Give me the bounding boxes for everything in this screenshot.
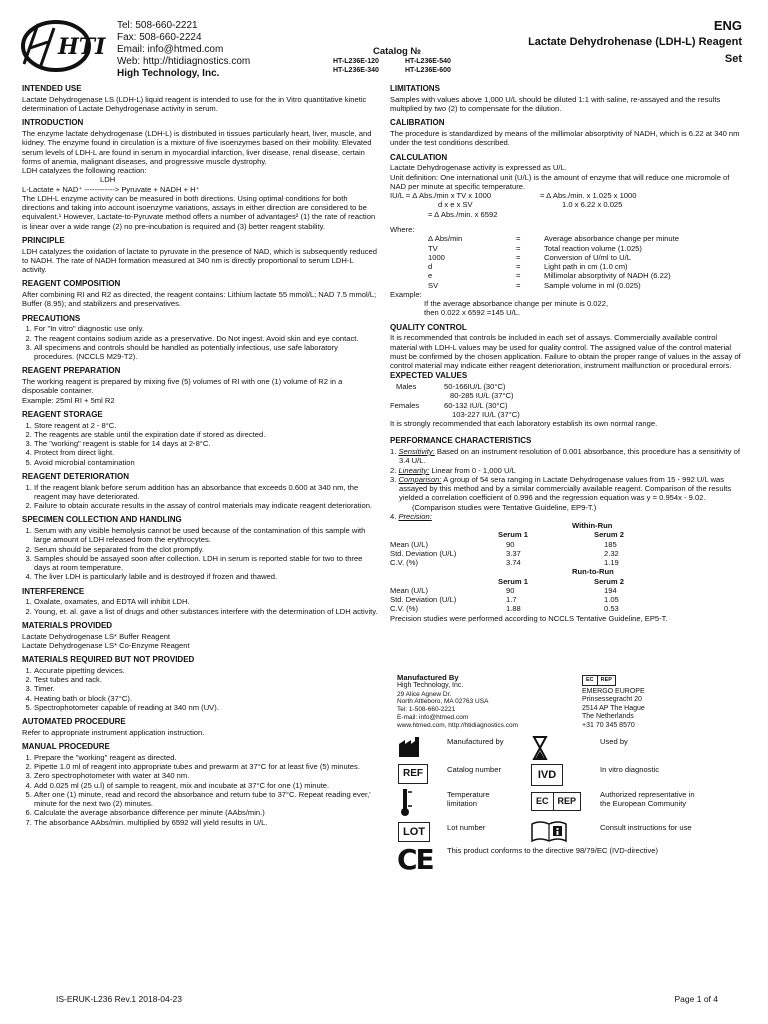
ce-mark: CE bbox=[397, 843, 433, 876]
paragraph: LDH catalyzes the following reaction: bbox=[22, 166, 147, 175]
section-heading: PERFORMANCE CHARACTERISTICS bbox=[390, 436, 532, 446]
table-row: Females 60-132 IU/L (30°C) bbox=[390, 400, 508, 410]
storage-list bbox=[22, 421, 380, 467]
table-row: d = Light path in cm (1.0 cm) bbox=[428, 262, 628, 271]
paragraph: The LDH-L enzyme activity can be measured in both directions. Using optimal conditions for both directions and taking into account isoenzyme variations, assays in either direction are considered to be equivalent.¹ However, Lactate-to-Pyruvate method offers a number of advantages² (1) the rate of reaction is linear over a wide range (2) no pre-incubation is required and (3) better reagent stability. bbox=[22, 193, 376, 231]
manufacturer-line: North Attleboro, MA 02763 USA bbox=[397, 698, 489, 706]
list-item: 1. Oxalate, oxamates, and EDTA will inhibit LDH. bbox=[34, 597, 380, 606]
list-item: 4. Add 0.025 ml (25 u.l) of sample to reagent, mix and incubate at 37°C for one (1) minute. bbox=[34, 781, 380, 790]
section-heading: INTERFERENCE bbox=[22, 586, 85, 596]
header-tel: Tel: 508-660-2221 bbox=[117, 20, 198, 31]
symbol-label: In vitro diagnostic bbox=[600, 765, 660, 774]
manufacturer-line: 29 Alice Agnew Dr. bbox=[397, 690, 452, 698]
list-item: 6. Calculate the average absorbance difference per minute (AAbs/min.) bbox=[34, 808, 380, 817]
language-code: ENG bbox=[713, 18, 742, 33]
list-item: 3. Zero spectrophotometer with water at 340 nm. bbox=[34, 771, 380, 780]
header-fax: Fax: 508-660-2224 bbox=[117, 32, 202, 43]
manufacturer-line: High Technology, Inc. bbox=[397, 682, 464, 690]
left-column bbox=[22, 84, 380, 827]
paragraph: It is recommended that controls be included in each set of assays. Commercially available control material with LDH-L values may be used for quality control. The assigned value of the control material must be confirmed by the chosen application. Failure to obtain the proper range of values in the assay of control material may indicate either reagent deterioration, instrument malfunction or procedural errors. bbox=[390, 333, 741, 370]
reaction-equation: L-Lactate + NAD⁺ ------------> Pyruvate + NADH + H⁺ bbox=[22, 184, 200, 194]
table-row: 1000 = Conversion of U/ml to U/L bbox=[428, 252, 631, 262]
table-row: Mean (U/L) 90 194 bbox=[390, 585, 617, 595]
perf-item: 3. Comparison: A group of 54 sera ranging in Lactate Dehydrogenase values from 15 - 992 U/L was assayed by this method and by a similar commercially available reagent. Comparison of the results yielded a correlation coefficient of 0.996 and the regression equation was y = 0.954x - 9.02. bbox=[390, 474, 732, 503]
expected-values-table bbox=[390, 382, 524, 419]
symbol-label: limitation bbox=[447, 799, 477, 809]
formula-part: IU/L = Δ Abs./min x TV x 1000 bbox=[390, 191, 492, 200]
definitions-table bbox=[428, 234, 683, 290]
section-heading: REAGENT DETERIORATION bbox=[22, 471, 129, 481]
paragraph: Refer to appropriate instrument application instruction. bbox=[22, 727, 205, 737]
svg-text:HTI: HTI bbox=[58, 34, 106, 60]
manufacturer-heading: Manufactured By bbox=[397, 673, 459, 682]
list-item: 1. Accurate pipetting devices. bbox=[34, 666, 380, 675]
precision-table bbox=[390, 521, 690, 614]
paragraph: If the average absorbance change per minute is 0.022, bbox=[424, 299, 609, 308]
section-heading: CALIBRATION bbox=[390, 118, 445, 128]
emergo-line: EMERGO EUROPE bbox=[582, 688, 645, 695]
paragraph: Lactate Dehydrogenase activity is expressed as U/L. bbox=[390, 163, 567, 173]
header-email: Email: info@htmed.com bbox=[117, 44, 224, 55]
section-heading: SPECIMEN COLLECTION AND HANDLING bbox=[22, 515, 182, 525]
list-item: 3. The "working" reagent is stable for 14 days at 2-8°C. bbox=[34, 439, 380, 448]
table-row: Δ Abs/min = Average absorbance change per minute bbox=[428, 234, 679, 244]
section-heading: INTENDED USE bbox=[22, 84, 82, 93]
paragraph: Lactate Dehydrogenase LS (LDH-L) liquid reagent is intended to use for the in Vitro quantitative kinetic determination of Lactate Dehydrogenase activity in serum. bbox=[22, 94, 367, 113]
paragraph: Example: bbox=[390, 289, 422, 299]
table-row: TV = Total reaction volume (1.025) bbox=[428, 243, 642, 253]
section-heading: PRINCIPLE bbox=[22, 235, 65, 245]
list-item: 2. Pipette 1.0 ml of reagent into appropriate tubes and prewarm at 37°C for at least five (5) minutes. bbox=[34, 762, 380, 771]
footer-page-number: Page 1 of 4 bbox=[674, 994, 718, 1004]
section-heading: MANUAL PROCEDURE bbox=[22, 742, 110, 751]
paragraph: The working reagent is prepared by mixing five (5) volumes of RI with one (1) volume of R2 in a disposable container. bbox=[22, 377, 343, 396]
symbol-label: Catalog number bbox=[447, 765, 502, 774]
list-item: 4. Protect from direct light. bbox=[34, 448, 380, 457]
emergo-line: +31 70 345 8570 bbox=[582, 721, 635, 729]
formula bbox=[390, 191, 746, 225]
table-row: Run-to-Run bbox=[572, 567, 614, 577]
paragraph: then 0.022 x 6592 =145 U/L. bbox=[424, 308, 521, 318]
reaction-enzyme: LDH bbox=[100, 175, 116, 185]
document-title: Lactate Dehydrohenase (LDH-L) Reagent bbox=[528, 35, 742, 48]
formula-part: = Δ Abs./min. x 6592 bbox=[428, 210, 498, 219]
perf-item: 2. Linearity: Linear from 0 - 1,000 U/L bbox=[390, 465, 516, 475]
catalog-number: HT-L236E-120 bbox=[333, 58, 379, 65]
symbol-label: Consult instructions for use bbox=[600, 823, 692, 832]
paragraph: Example: 25ml RI + 5ml R2 bbox=[22, 395, 115, 405]
list-item: 1. For "In vitro" diagnostic use only. bbox=[34, 324, 380, 333]
manufacturer-line: www.htmed.com, http://htidiagnostics.com bbox=[397, 721, 519, 729]
section-heading: AUTOMATED PROCEDURE bbox=[22, 717, 126, 726]
manufacturer-line: Tel: 1-508-660-2221 bbox=[397, 706, 456, 714]
manual-procedure-list bbox=[22, 753, 380, 827]
paragraph: Precision studies were performed according to NCCLS Tentative Guideline, EP5-T. bbox=[390, 613, 668, 623]
list-item: 3. All specimens and controls should be handled as potentially infectious, use safe laboratory procedures. (NCCLS M29-T2). bbox=[34, 343, 380, 362]
paragraph: Samples with values above 1,000 U/L should be diluted 1:1 with saline, re-assayed and the results multiplied by two (2) to compensate for the dilution. bbox=[390, 94, 721, 113]
hti-logo-icon bbox=[20, 18, 106, 74]
logo bbox=[20, 18, 106, 74]
formula-part: = Δ Abs./min. x 1.025 x 1000 bbox=[540, 191, 637, 200]
section-heading: REAGENT PREPARATION bbox=[22, 366, 121, 376]
paragraph: The procedure is standardized by means of the millimolar absorptivity of NADH, which is 6.22 at 340 nm under the test conditions described. bbox=[390, 129, 740, 148]
section-heading: REAGENT COMPOSITION bbox=[22, 279, 121, 289]
manufacturer-line: E-mail: info@htmed.com bbox=[397, 713, 469, 721]
formula-part: d x e x SV bbox=[438, 200, 473, 209]
deterioration-list bbox=[22, 483, 380, 511]
section-heading: MATERIALS REQUIRED BUT NOT PROVIDED bbox=[22, 655, 195, 664]
list-item: 2. Serum should be separated from the clot promptly. bbox=[34, 545, 380, 554]
paragraph: Where: bbox=[390, 225, 415, 234]
table-row: Std. Deviation (U/L) 1.7 1.05 bbox=[390, 595, 619, 604]
section-heading: CALCULATION bbox=[390, 152, 448, 162]
table-row: Serum 1 Serum 2 bbox=[498, 576, 624, 586]
precautions-list bbox=[22, 324, 380, 361]
table-row: Males 50-166IU/L (30°C) bbox=[396, 382, 506, 391]
list-item: 3. Timer. bbox=[34, 684, 380, 693]
paragraph: The enzyme lactate dehydrogenase (LDH-L) is distributed in tissues particularly heart, liver, muscle, and kidney. The enzyme found in circulation is a mixture of five isoenzymes based on their mobility. Elevated serum levels of LDH-L are found in serum in myocardial infarction, liver disease, renal disease, certain forms of anemia, malignant diseases, and progressive muscle dystrophy. bbox=[22, 129, 372, 166]
section-heading: REAGENT STORAGE bbox=[22, 409, 103, 419]
section-heading: PRECAUTIONS bbox=[22, 313, 81, 323]
table-row: Within-Run bbox=[572, 521, 613, 530]
book-info-icon bbox=[531, 820, 567, 844]
specimen-list bbox=[22, 526, 380, 582]
perf-note: (Comparison studies were Tentative Guideline, EP9-T.) bbox=[412, 502, 597, 512]
header-company: High Technology, Inc. bbox=[117, 68, 220, 79]
section-heading: MATERIALS PROVIDED bbox=[22, 620, 113, 630]
list-item: 5. After one (1) minute, read and record the absorbance and return tube to 37°C. Repeat reading ever,' minute for the next two (2) minutes. bbox=[34, 790, 380, 809]
emergo-line: 2514 AP The Hague bbox=[582, 704, 645, 712]
table-row: Std. Deviation (U/L) 3.37 2.32 bbox=[390, 548, 619, 558]
list-item: 4. Heating bath or block (37°C). bbox=[34, 694, 380, 703]
lot-symbol: LOT bbox=[398, 822, 430, 842]
table-row: Serum 1 Serum 2 bbox=[498, 530, 624, 540]
emergo-line: The Netherlands bbox=[582, 713, 634, 721]
section-heading: LIMITATIONS bbox=[390, 84, 440, 93]
symbol-label: Used by bbox=[600, 737, 628, 746]
symbol-label: Authorized representative in bbox=[600, 790, 695, 799]
document-title-line2: Set bbox=[724, 53, 742, 66]
perf-item: 1. Sensitivity: Based on an instrument resolution of 0.001 absorbance, this procedure has a sensitivity of 3.4 U/L. bbox=[390, 447, 740, 466]
table-row: C.V. (%) 3.74 1.19 bbox=[390, 558, 619, 567]
ec-rep-symbol: EC REP bbox=[531, 792, 581, 811]
hourglass-icon bbox=[532, 736, 548, 762]
list-item: 3. Samples should be assayed soon after collection. LDH in serum is reported stable for two to three days at room temperature. bbox=[34, 554, 380, 573]
header-web: Web: http://htidiagnostics.com bbox=[117, 56, 251, 67]
list-item: 1. Serum with any visible hemolysis cannot be used because of the contamination of this sample with large amount of LDH released from the erythrocytes. bbox=[34, 526, 380, 545]
ec-rep-badge: EC REP bbox=[582, 675, 616, 686]
list-item: 2. Test tubes and rack. bbox=[34, 675, 380, 684]
paragraph: Lactate Dehydrogenase LS* Co-Enzyme Reagent bbox=[22, 640, 190, 650]
emergo-line: Prinsessegracht 20 bbox=[582, 696, 642, 704]
required-list bbox=[22, 666, 380, 712]
formula-part: 1.0 x 6.22 x 0.025 bbox=[562, 200, 623, 209]
section-heading: EXPECTED VALUES bbox=[390, 371, 468, 381]
footer-doc-id: IS-ERUK-L236 Rev.1 2018-04-23 bbox=[56, 994, 182, 1004]
table-row: SV = Sample volume in ml (0.025) bbox=[428, 280, 641, 290]
table-row: 80-285 IU/L (37°C) bbox=[450, 391, 514, 401]
catalog-number: HT-L236E-340 bbox=[333, 66, 379, 74]
section-heading: INTRODUCTION bbox=[22, 118, 84, 128]
symbol-label: Manufactured by bbox=[447, 737, 504, 746]
list-item: 1. If the reagent blank before serum addition has an absorbance that exceeds 0.600 at 340 nm, the reagent may have deteriorated. bbox=[34, 483, 380, 502]
factory-icon bbox=[398, 736, 422, 760]
section-heading: QUALITY CONTROL bbox=[390, 322, 467, 332]
list-item: 7. The absorbance AAbs/min. multiplied by 6592 will yield results in U/L. bbox=[34, 818, 380, 827]
catalog-number: HT-L236E-540 bbox=[405, 58, 451, 65]
list-item: 2. The reagents are stable until the expiration date if stored as directed. bbox=[34, 430, 380, 439]
paragraph: It is strongly recommended that each laboratory establish its own normal range. bbox=[390, 419, 658, 428]
table-row: e = Millimolar absorptivity of NADH (6.22) bbox=[428, 271, 671, 281]
symbol-label: Temperature bbox=[447, 790, 490, 799]
list-item: 5. Avoid microbial contamination bbox=[34, 458, 380, 467]
right-column bbox=[390, 84, 746, 623]
list-item: 2. The reagent contains sodium azide as a preservative. Do Not ingest. Avoid skin and eye contact. bbox=[34, 334, 380, 343]
catalog-label: Catalog № bbox=[373, 46, 422, 57]
paragraph: After combining RI and R2 as directed, the reagent contains: Lithium lactate 55 mmol/L; NAD 7.5 mmol/L; Buffer (8.95); and stabilizers and preservatives. bbox=[22, 290, 377, 309]
paragraph: Lactate Dehydrogenase LS* Buffer Reagent bbox=[22, 631, 171, 641]
ce-statement: This product conforms to the directive 98/79/EC (IVD-directive) bbox=[447, 846, 659, 855]
list-item: 4. The liver LDH is particularly labile and is destroyed if frozen and thawed. bbox=[34, 572, 380, 581]
perf-item: 4. Precision: bbox=[390, 511, 432, 521]
symbol-label: the European Community bbox=[600, 799, 687, 809]
table-row: C.V. (%) 1.88 0.53 bbox=[390, 604, 619, 614]
ivd-symbol: IVD bbox=[531, 764, 563, 786]
list-item: 5. Spectrophotometer capable of reading at 340 nm (UV). bbox=[34, 703, 380, 712]
table-row: Mean (U/L) 90 185 bbox=[390, 539, 617, 549]
table-row: 103-227 IU/L (37°C) bbox=[452, 409, 520, 419]
thermometer-icon bbox=[398, 788, 414, 820]
list-item: 1. Prepare the "working" reagent as directed. bbox=[34, 753, 380, 762]
list-item: 2. Failure to obtain accurate results in the assay of control materials may indicate reagent deterioration. bbox=[34, 501, 380, 510]
symbol-label: Lot number bbox=[447, 823, 486, 832]
catalog-number: HT-L236E-600 bbox=[405, 66, 451, 74]
paragraph: LDH catalyzes the oxidation of lactate to pyruvate in the presence of NAD, which is subsequently reduced to NADH. The rate of NADH formation measured at 340 nm is directly proportional to serum LDH-L activity. bbox=[22, 246, 377, 274]
paragraph: Unit definition: One international unit (U/L) is the amount of enzyme that will reduce one micromole of NAD per minute at specific temperature. bbox=[390, 172, 730, 191]
list-item: 2. Young, et. al. gave a list of drugs and other substances interfere with the determination of LDH activity. bbox=[34, 607, 380, 616]
list-item: 1. Store reagent at 2 - 8°C. bbox=[34, 421, 380, 430]
interference-list bbox=[22, 597, 380, 616]
ref-symbol: REF bbox=[398, 764, 428, 784]
